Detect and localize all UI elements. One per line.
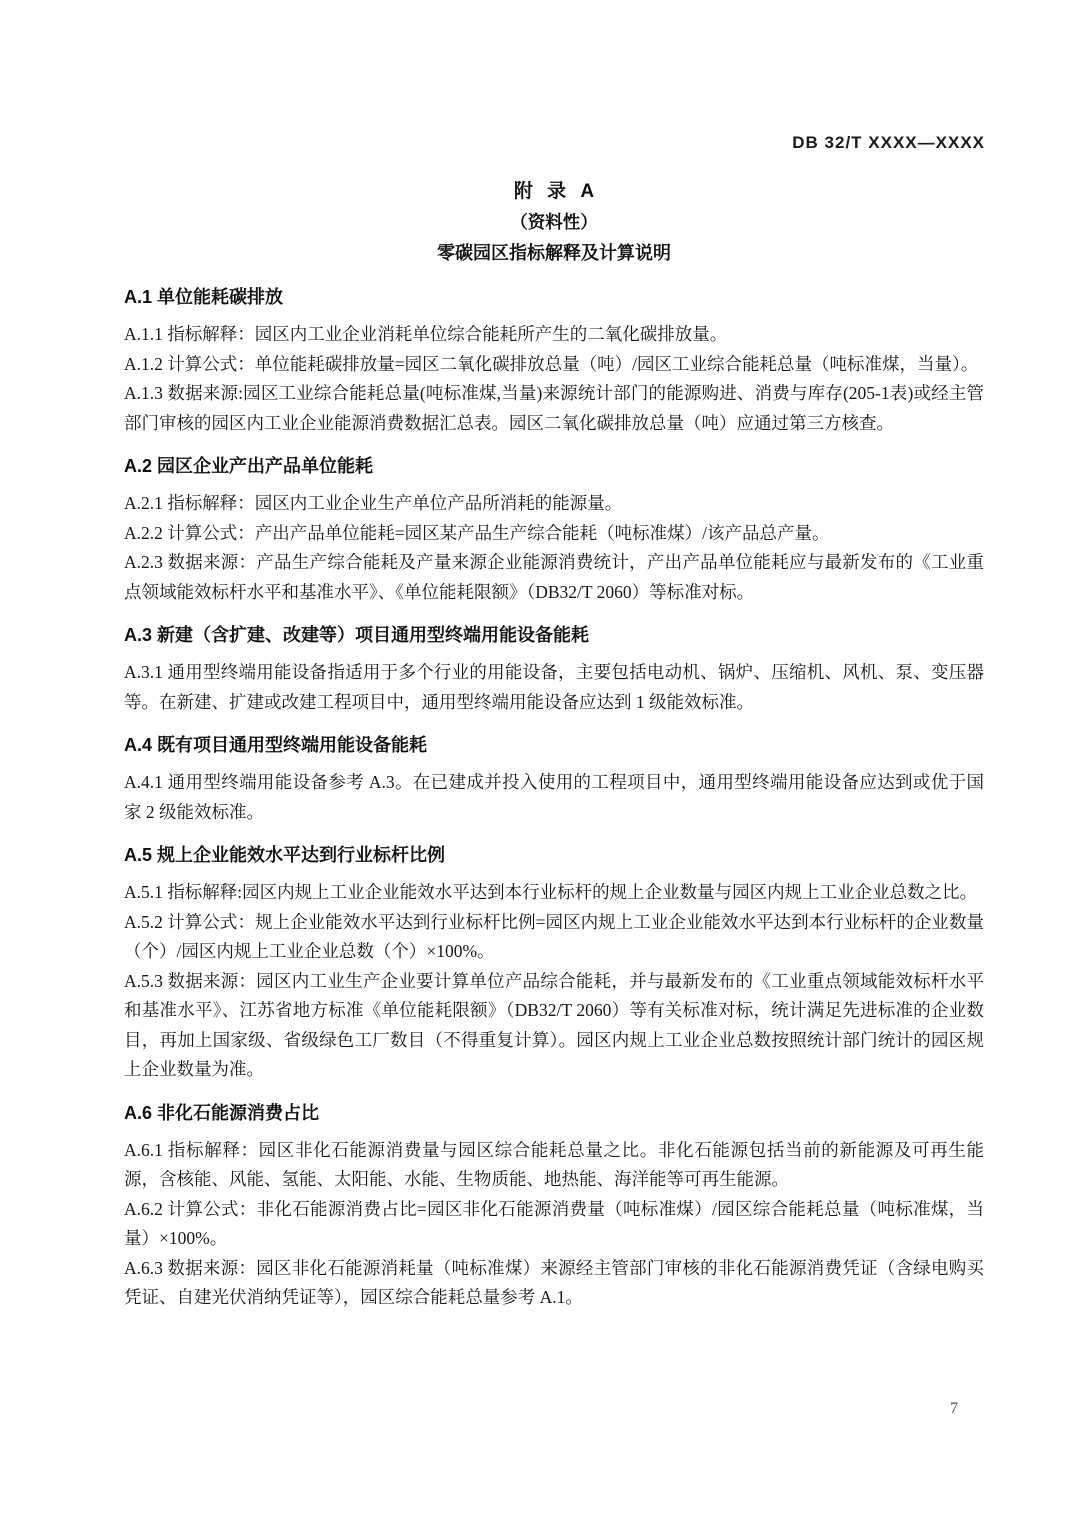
section-a5 — [124, 840, 984, 1085]
section-heading: A.5 规上企业能效水平达到行业标杆比例 — [124, 845, 446, 865]
section-a4 — [124, 730, 984, 827]
section-heading: A.6 非化石能源消费占比 — [124, 1102, 320, 1123]
paragraph: A.6.1 指标解释：园区非化石能源消费量与园区综合能耗总量之比。非化石能源包括当前的新能源及可再生能源，含核能、风能、氢能、太阳能、水能、生物质能、地热能、海洋能等可再生能源。 — [124, 1139, 984, 1189]
section-heading: A.2 园区企业产出产品单位能耗 — [124, 456, 374, 476]
section-heading: A.3 新建（含扩建、改建等）项目通用型终端用能设备能耗 — [124, 625, 590, 645]
appendix-title-block — [124, 176, 984, 269]
document-content — [124, 153, 984, 1313]
paragraph: A.3.1 通用型终端用能设备指适用于多个行业的用能设备，主要包括电动机、锅炉、压缩机、风机、泵、变压器等。在新建、扩建或改建工程项目中，通用型终端用能设备应达到 1 级能效标准。 — [124, 662, 984, 712]
paragraph: A.4.1 通用型终端用能设备参考 A.3。在已建成并投入使用的工程项目中，通用型终端用能设备应达到或优于国家 2 级能效标准。 — [124, 772, 984, 822]
section-a1 — [124, 282, 984, 438]
page-number: 7 — [950, 1400, 958, 1417]
paragraph: A.6.3 数据来源：园区非化石能源消耗量（吨标准煤）来源经主管部门审核的非化石能源消费凭证（含绿电购买凭证、自建光伏消纳凭证等），园区综合能耗总量参考 A.1。 — [124, 1257, 984, 1307]
paragraph: A.2.2 计算公式：产出产品单位能耗=园区某产品生产综合能耗（吨标准煤）/该产品总产量。 — [124, 522, 830, 543]
paragraph: A.2.3 数据来源：产品生产综合能耗及产量来源企业能源消费统计，产出产品单位能耗应与最新发布的《工业重点领域能效标杆水平和基准水平》、《单位能耗限额》（DB32/T 2060）等标准对标。 — [124, 552, 984, 602]
paragraph: A.5.3 数据来源：园区内工业生产企业要计算单位产品综合能耗，并与最新发布的《工业重点领域能效标杆水平和基准水平》、江苏省地方标准《单位能耗限额》（DB32/T 2060）等有关标准对标，统计满足先进标准的企业数目，再加上国家级、省级绿色工厂数目（不得重复计算）。园区内规上工业企业总数按照统计部门统计的园区规上企业数量为准。 — [124, 970, 984, 1079]
paragraph: A.2.1 指标解释：园区内工业企业生产单位产品所消耗的能源量。 — [124, 493, 623, 513]
section-a2 — [124, 451, 984, 607]
section-a6 — [124, 1098, 984, 1313]
section-a3 — [124, 620, 984, 717]
paragraph: A.5.1 指标解释:园区内规上工业企业能效水平达到本行业标杆的规上企业数量与园区内规上工业企业总数之比。 — [124, 882, 978, 902]
paragraph: A.6.2 计算公式：非化石能源消费占比=园区非化石能源消费量（吨标准煤）/园区综合能耗总量（吨标准煤，当量）×100%。 — [124, 1198, 984, 1248]
section-heading: A.1 单位能耗碳排放 — [124, 287, 284, 307]
paragraph: A.5.2 计算公式：规上企业能效水平达到行业标杆比例=园区内规上工业企业能效水平达到本行业标杆的企业数量（个）/园区内规上工业企业总数（个）×100%。 — [124, 911, 984, 961]
appendix-type-label: （资料性） — [510, 212, 598, 232]
appendix-subtitle: 零碳园区指标解释及计算说明 — [437, 243, 671, 263]
paragraph: A.1.3 数据来源:园区工业综合能耗总量(吨标准煤,当量)来源统计部门的能源购进、消费与库存(205-1表)或经主管部门审核的园区内工业企业能源消费数据汇总表。园区二氧化碳排放总量（吨）应通过第三方核查。 — [124, 383, 984, 433]
appendix-title: 附 录 A — [513, 181, 595, 202]
paragraph: A.1.2 计算公式：单位能耗碳排放量=园区二氧化碳排放总量（吨）/园区工业综合能耗总量（吨标准煤，当量）。 — [124, 353, 979, 374]
document-code: DB 32/T XXXX—XXXX — [792, 133, 985, 152]
section-heading: A.4 既有项目通用型终端用能设备能耗 — [124, 735, 428, 755]
paragraph: A.1.1 指标解释：园区内工业企业消耗单位综合能耗所产生的二氧化碳排放量。 — [124, 324, 728, 344]
